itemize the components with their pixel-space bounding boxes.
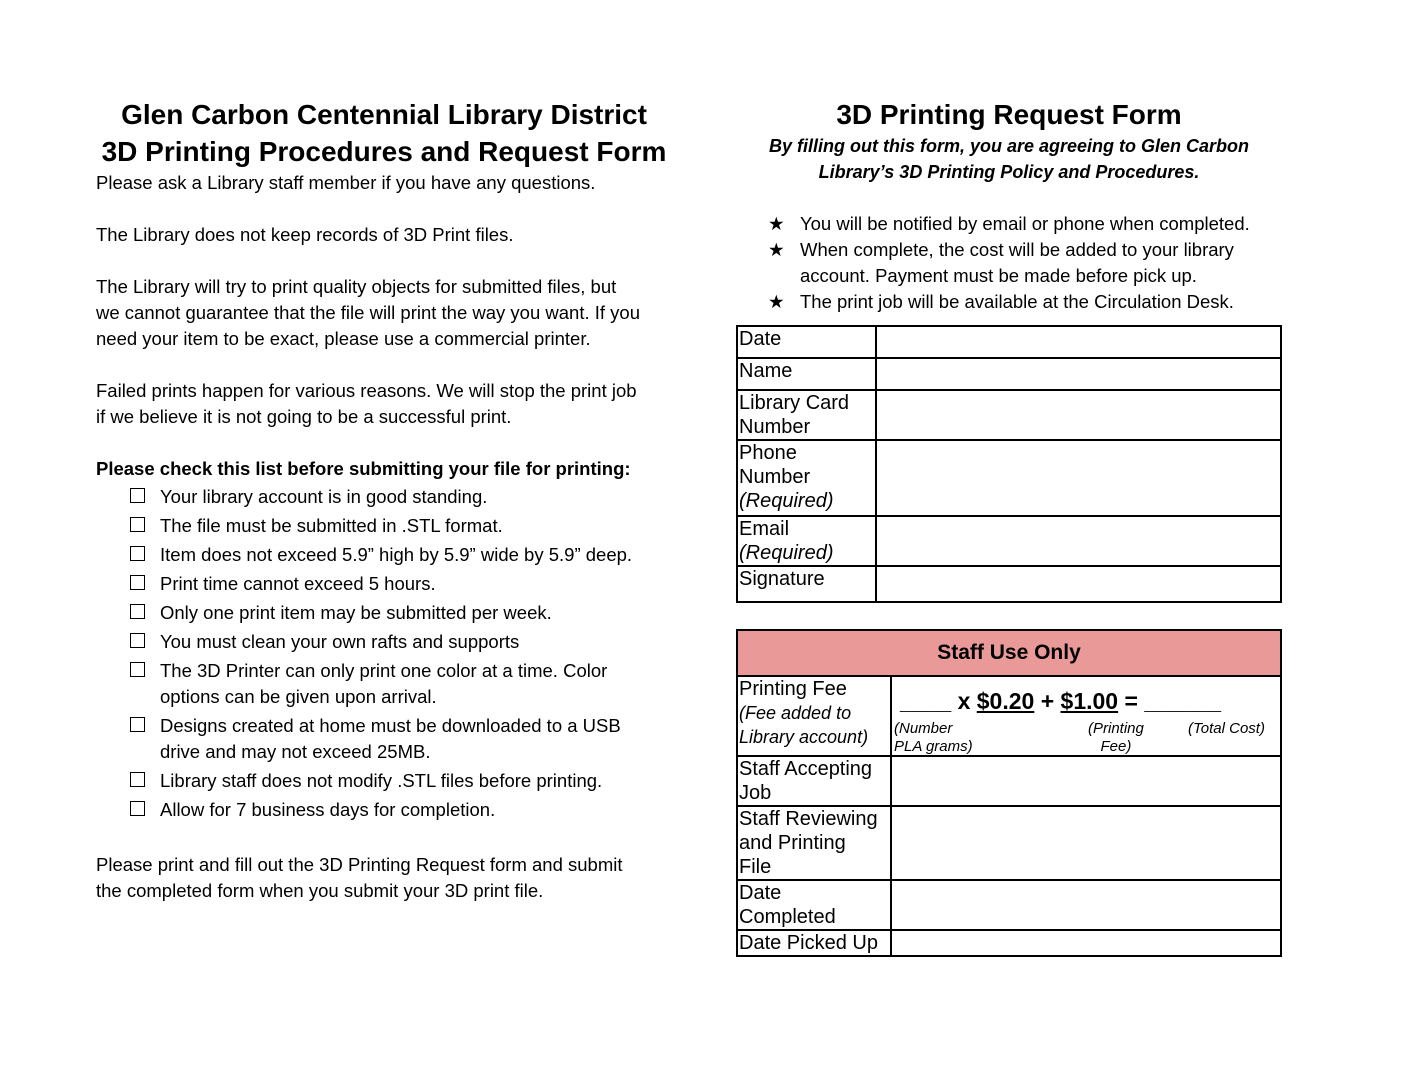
form-title: 3D Printing Request Form xyxy=(836,99,1182,130)
checkbox[interactable] xyxy=(130,633,145,648)
signature-label: Signature xyxy=(737,566,876,602)
note-item: ★ The print job will be available at the Circulation Desk. xyxy=(768,289,1282,315)
checkbox[interactable] xyxy=(130,488,145,503)
checkbox[interactable] xyxy=(130,801,145,816)
checkbox[interactable] xyxy=(130,517,145,532)
checklist-item: Print time cannot exceed 5 hours. xyxy=(130,571,696,597)
checklist-item: Only one print item may be submitted per week. xyxy=(130,600,696,626)
quality-paragraph: The Library will try to print quality objects for submitted files, but we cannot guarantee that the file will print the way you want. If you need your item to be exact, please use a commercial printer. xyxy=(96,276,641,349)
records-paragraph: The Library does not keep records of 3D Print files. xyxy=(96,224,514,245)
name-field[interactable] xyxy=(876,358,1281,390)
checklist-item: Allow for 7 business days for completion. xyxy=(130,797,696,823)
email-label: Email (Required) xyxy=(737,516,876,566)
checklist-item: The 3D Printer can only print one color at a time. Color options can be given upon arrival. xyxy=(130,658,696,710)
total-cost-note: (Total Cost) xyxy=(1188,720,1265,737)
failed-prints-paragraph: Failed prints happen for various reasons. We will stop the print job if we believe it is not going to be a successful print. xyxy=(96,380,637,427)
date-picked-up-field[interactable] xyxy=(891,930,1281,956)
checkbox[interactable] xyxy=(130,575,145,590)
patron-info-table xyxy=(736,325,1282,603)
checkbox[interactable] xyxy=(130,662,145,677)
note-item: ★ You will be notified by email or phone when completed. xyxy=(768,211,1282,237)
checkbox[interactable] xyxy=(130,546,145,561)
date-label: Date xyxy=(737,326,876,358)
date-completed-label: Date Completed xyxy=(737,880,891,930)
staff-accepting-label: Staff Accepting Job xyxy=(737,756,891,806)
request-form-column xyxy=(736,96,1282,315)
note-item: ★ When complete, the cost will be added to your library account. Payment must be made before pick up. xyxy=(768,239,1234,286)
library-card-label: Library Card Number xyxy=(737,390,876,440)
star-icon: ★ xyxy=(768,291,785,312)
checklist-item: Library staff does not modify .STL files before printing. xyxy=(130,768,696,794)
agreement-text: By filling out this form, you are agreeing to Glen Carbon Library’s 3D Printing Policy and Procedures. xyxy=(768,136,1250,182)
grams-note: (Number PLA grams) xyxy=(894,720,973,755)
email-field[interactable] xyxy=(876,516,1281,566)
staff-reviewing-label: Staff Reviewing and Printing File xyxy=(737,806,891,880)
staff-reviewing-field[interactable] xyxy=(891,806,1281,880)
checklist xyxy=(96,484,696,823)
procedures-column xyxy=(96,96,696,904)
staff-use-table xyxy=(736,629,1282,957)
checklist-item: Designs created at home must be downloaded to a USB drive and may not exceed 25MB. xyxy=(130,713,696,765)
checkbox[interactable] xyxy=(130,717,145,732)
notes-list xyxy=(736,211,1282,315)
fee-formula: ____ x $0.20 + $1.00 = ______ xyxy=(900,688,1222,714)
staff-use-header: Staff Use Only xyxy=(737,630,1281,676)
checkbox[interactable] xyxy=(130,604,145,619)
staff-accepting-field[interactable] xyxy=(891,756,1281,806)
title-line-1: Glen Carbon Centennial Library District xyxy=(121,99,647,130)
phone-field[interactable] xyxy=(876,440,1281,516)
name-label: Name xyxy=(737,358,876,390)
signature-field[interactable] xyxy=(876,566,1281,602)
closing-paragraph: Please print and fill out the 3D Printing Request form and submit the completed form when you submit your 3D print file. xyxy=(96,854,623,901)
page-title xyxy=(96,96,672,170)
star-icon: ★ xyxy=(768,213,785,234)
star-icon: ★ xyxy=(768,239,785,260)
date-field[interactable] xyxy=(876,326,1281,358)
date-completed-field[interactable] xyxy=(891,880,1281,930)
date-picked-up-label: Date Picked Up xyxy=(737,930,891,956)
checklist-heading: Please check this list before submitting your file for printing: xyxy=(96,458,631,479)
checkbox[interactable] xyxy=(130,772,145,787)
fee-calculation[interactable] xyxy=(891,676,1281,756)
intro-paragraph: Please ask a Library staff member if you have any questions. xyxy=(96,172,596,193)
checklist-item: Your library account is in good standing. xyxy=(130,484,696,510)
printing-fee-label: Printing Fee (Fee added to Library account) xyxy=(737,676,891,756)
library-card-field[interactable] xyxy=(876,390,1281,440)
checklist-item: Item does not exceed 5.9” high by 5.9” wide by 5.9” deep. xyxy=(130,542,696,568)
title-line-2: 3D Printing Procedures and Request Form xyxy=(101,136,667,167)
printing-fee-note: (Printing Fee) xyxy=(1088,720,1144,755)
checklist-item: You must clean your own rafts and supports xyxy=(130,629,696,655)
phone-label: Phone Number (Required) xyxy=(737,440,876,516)
checklist-item: The file must be submitted in .STL format. xyxy=(130,513,696,539)
